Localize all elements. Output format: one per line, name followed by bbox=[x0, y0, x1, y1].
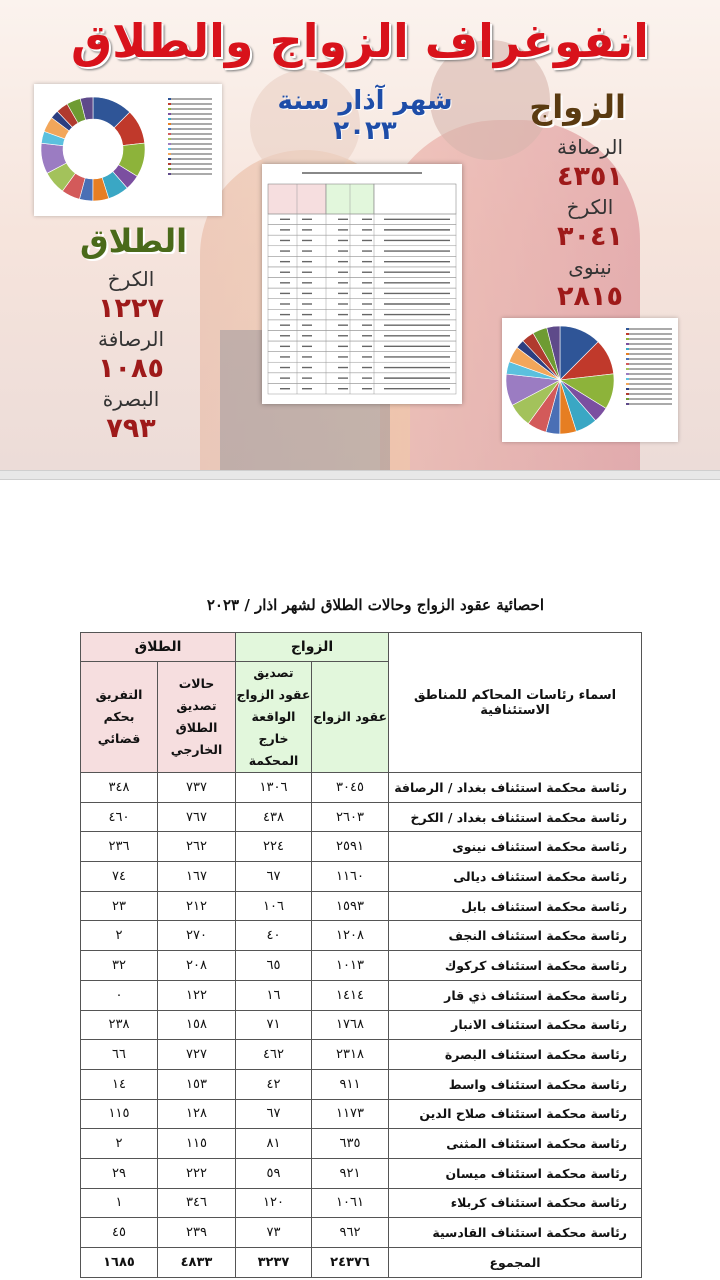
table-row bbox=[81, 1218, 642, 1248]
divorce-external-cell: ٧٣٧ bbox=[158, 773, 236, 803]
marriage-region-2: الكرخ bbox=[566, 195, 614, 219]
marriage-contracts-cell: ٩٢١ bbox=[312, 1158, 389, 1188]
legend-line bbox=[168, 123, 212, 125]
marriage-contracts-cell: ١٥٩٣ bbox=[312, 891, 389, 921]
legend-line bbox=[626, 343, 672, 345]
divorce-judicial-cell: ٢٣٨ bbox=[81, 1010, 158, 1040]
legend-line bbox=[168, 168, 212, 170]
divorce-value-2: ١٠٨٥ bbox=[98, 353, 164, 384]
divorce-judicial-cell: ١ bbox=[81, 1188, 158, 1218]
table-row bbox=[81, 1099, 642, 1129]
marriage-contracts-cell: ١١٧٣ bbox=[312, 1099, 389, 1129]
legend-line bbox=[626, 398, 672, 400]
divorce-judicial-cell: ٣٤٨ bbox=[81, 773, 158, 803]
region-cell: رئاسة محكمة استئناف الانبار bbox=[389, 1010, 642, 1040]
divorce-value-1: ١٢٢٧ bbox=[98, 293, 164, 324]
region-cell: رئاسة محكمة استئناف نينوى bbox=[389, 832, 642, 862]
divorce-judicial-cell: ٤٥ bbox=[81, 1218, 158, 1248]
marriage-outside-cell: ٤٦٢ bbox=[236, 1040, 312, 1070]
marriage-heading: الزواج bbox=[529, 88, 626, 126]
legend-line bbox=[168, 148, 212, 150]
marriage-contracts-cell: ١٠١٣ bbox=[312, 951, 389, 981]
table-row bbox=[81, 921, 642, 951]
header-marriage-group: الزواج bbox=[236, 633, 389, 662]
divorce-judicial-cell: ٢٣٦ bbox=[81, 832, 158, 862]
legend-line bbox=[626, 373, 672, 375]
divorce-external-cell: ١٢٨ bbox=[158, 1099, 236, 1129]
region-cell: رئاسة محكمة استئناف واسط bbox=[389, 1069, 642, 1099]
table-row bbox=[81, 951, 642, 981]
header-marriage-contracts: عقود الزواج bbox=[312, 662, 389, 773]
table-body bbox=[81, 773, 642, 1248]
marriage-outside-cell: ١٣٠٦ bbox=[236, 773, 312, 803]
divorce-value-3: ٧٩٣ bbox=[106, 413, 156, 444]
legend-line bbox=[168, 153, 212, 155]
marriage-outside-cell: ١٠٦ bbox=[236, 891, 312, 921]
pie-chart-left bbox=[38, 94, 148, 204]
legend-line bbox=[626, 378, 672, 380]
marriage-outside-cell: ٤٣٨ bbox=[236, 802, 312, 832]
divorce-external-cell: ٢٢٢ bbox=[158, 1158, 236, 1188]
header-divorce-external: حالات تصديق الطلاق الخارجي bbox=[158, 662, 236, 773]
legend-line bbox=[626, 358, 672, 360]
divorce-judicial-cell: ٦٦ bbox=[81, 1040, 158, 1070]
marriage-contracts-cell: ٣٠٤٥ bbox=[312, 773, 389, 803]
region-cell: رئاسة محكمة استئناف بابل bbox=[389, 891, 642, 921]
marriage-contracts-cell: ٢٦٠٣ bbox=[312, 802, 389, 832]
region-cell: رئاسة محكمة استئناف بغداد / الكرخ bbox=[389, 802, 642, 832]
divorce-region-1: الكرخ bbox=[107, 267, 155, 291]
marriage-outside-cell: ١٦ bbox=[236, 980, 312, 1010]
divorce-external-cell: ٢١٢ bbox=[158, 891, 236, 921]
marriage-contracts-cell: ١١٦٠ bbox=[312, 862, 389, 892]
divorce-judicial-cell: ٠ bbox=[81, 980, 158, 1010]
legend-line bbox=[626, 338, 672, 340]
total-judicial: ١٦٨٥ bbox=[81, 1248, 158, 1278]
legend-line bbox=[626, 388, 672, 390]
region-cell: رئاسة محكمة استئناف القادسية bbox=[389, 1218, 642, 1248]
table-row bbox=[81, 1040, 642, 1070]
divorce-judicial-cell: ١٤ bbox=[81, 1069, 158, 1099]
divorce-external-cell: ٢٠٨ bbox=[158, 951, 236, 981]
marriage-outside-cell: ٦٧ bbox=[236, 862, 312, 892]
marriage-contracts-cell: ٢٥٩١ bbox=[312, 832, 389, 862]
table-row bbox=[81, 773, 642, 803]
divorce-external-cell: ٢٣٩ bbox=[158, 1218, 236, 1248]
region-cell: رئاسة محكمة استئناف ميسان bbox=[389, 1158, 642, 1188]
legend-line bbox=[168, 128, 212, 130]
region-cell: رئاسة محكمة استئناف ذي قار bbox=[389, 980, 642, 1010]
marriage-contracts-cell: ١٠٦١ bbox=[312, 1188, 389, 1218]
divorce-judicial-cell: ٧٤ bbox=[81, 862, 158, 892]
marriage-contracts-cell: ٦٣٥ bbox=[312, 1129, 389, 1159]
image-divider bbox=[0, 470, 720, 480]
legend-line bbox=[168, 133, 212, 135]
divorce-external-cell: ١٢٢ bbox=[158, 980, 236, 1010]
divorce-judicial-cell: ٢٩ bbox=[81, 1158, 158, 1188]
marriage-outside-cell: ٨١ bbox=[236, 1129, 312, 1159]
divorce-judicial-cell: ٢ bbox=[81, 921, 158, 951]
region-cell: رئاسة محكمة استئناف كربلاء bbox=[389, 1188, 642, 1218]
divorce-judicial-cell: ٢٣ bbox=[81, 891, 158, 921]
table-row bbox=[81, 1129, 642, 1159]
marriage-stats bbox=[540, 134, 640, 314]
divorce-judicial-cell: ٢ bbox=[81, 1129, 158, 1159]
marriage-region-1: الرصافة bbox=[556, 135, 624, 159]
legend-line bbox=[168, 173, 212, 175]
pie-chart-card-right bbox=[502, 318, 678, 442]
region-cell: رئاسة محكمة استئناف صلاح الدين bbox=[389, 1099, 642, 1129]
table-row bbox=[81, 802, 642, 832]
divorce-external-cell: ١٦٧ bbox=[158, 862, 236, 892]
table-title: احصائية عقود الزواج وحالات الطلاق لشهر اذار / ٢٠٢٣ bbox=[206, 596, 544, 614]
marriage-contracts-cell: ٩١١ bbox=[312, 1069, 389, 1099]
divorce-judicial-cell: ٤٦٠ bbox=[81, 802, 158, 832]
divorce-judicial-cell: ٣٢ bbox=[81, 951, 158, 981]
legend-line bbox=[168, 158, 212, 160]
total-row bbox=[81, 1248, 642, 1278]
legend-line bbox=[626, 368, 672, 370]
legend-line bbox=[626, 353, 672, 355]
marriage-outside-cell: ٤٠ bbox=[236, 921, 312, 951]
header-divorce-group: الطلاق bbox=[81, 633, 236, 662]
divorce-external-cell: ٧٢٧ bbox=[158, 1040, 236, 1070]
marriage-outside-cell: ٥٩ bbox=[236, 1158, 312, 1188]
marriage-value-2: ٣٠٤١ bbox=[557, 221, 623, 252]
region-cell: رئاسة محكمة استئناف ديالى bbox=[389, 862, 642, 892]
divorce-external-cell: ١١٥ bbox=[158, 1129, 236, 1159]
divorce-region-2: الرصافة bbox=[97, 327, 165, 351]
marriage-value-1: ٤٣٥١ bbox=[557, 161, 623, 192]
table-row bbox=[81, 980, 642, 1010]
pie-chart-card-left bbox=[34, 84, 222, 216]
divorce-judicial-cell: ١١٥ bbox=[81, 1099, 158, 1129]
divorce-external-cell: ٣٤٦ bbox=[158, 1188, 236, 1218]
divorce-region-3: البصرة bbox=[102, 387, 160, 411]
marriage-outside-cell: ٦٧ bbox=[236, 1099, 312, 1129]
mini-table-thumbnail bbox=[262, 164, 462, 404]
marriage-contracts-cell: ١٤١٤ bbox=[312, 980, 389, 1010]
divorce-heading: الطلاق bbox=[80, 222, 188, 260]
divorce-stats bbox=[66, 266, 196, 446]
table-row bbox=[81, 891, 642, 921]
region-cell: رئاسة محكمة استئناف النجف bbox=[389, 921, 642, 951]
mini-table-graphic bbox=[262, 164, 462, 404]
legend-line bbox=[168, 118, 212, 120]
legend-line bbox=[168, 113, 212, 115]
header-marriage-outside: تصديق عقود الزواج الواقعة خارج المحكمة bbox=[236, 662, 312, 773]
legend-line bbox=[168, 103, 212, 105]
total-contracts: ٢٤٣٧٦ bbox=[312, 1248, 389, 1278]
total-label: المجموع bbox=[389, 1248, 642, 1278]
table-row bbox=[81, 1158, 642, 1188]
region-cell: رئاسة محكمة استئناف البصرة bbox=[389, 1040, 642, 1070]
pie-legend-left bbox=[168, 98, 212, 175]
total-outside: ٣٢٣٧ bbox=[236, 1248, 312, 1278]
divorce-external-cell: ١٥٨ bbox=[158, 1010, 236, 1040]
marriage-outside-cell: ١٢٠ bbox=[236, 1188, 312, 1218]
legend-line bbox=[168, 98, 212, 100]
table-row bbox=[81, 862, 642, 892]
legend-line bbox=[626, 383, 672, 385]
table-row bbox=[81, 1069, 642, 1099]
marriage-contracts-cell: ٢٣١٨ bbox=[312, 1040, 389, 1070]
legend-line bbox=[626, 333, 672, 335]
marriage-value-3: ٢٨١٥ bbox=[557, 281, 623, 312]
legend-line bbox=[626, 403, 672, 405]
marriage-outside-cell: ٦٥ bbox=[236, 951, 312, 981]
table-row bbox=[81, 832, 642, 862]
legend-line bbox=[168, 108, 212, 110]
marriage-contracts-cell: ١٢٠٨ bbox=[312, 921, 389, 951]
divorce-external-cell: ٢٦٢ bbox=[158, 832, 236, 862]
infographic-title: انفوغراف الزواج والطلاق bbox=[71, 14, 649, 68]
region-cell: رئاسة محكمة استئناف كركوك bbox=[389, 951, 642, 981]
pie-legend-right bbox=[626, 328, 672, 405]
divorce-external-cell: ١٥٣ bbox=[158, 1069, 236, 1099]
legend-line bbox=[168, 163, 212, 165]
header-region: اسماء رئاسات المحاكم للمناطق الاستئنافية bbox=[389, 633, 642, 773]
table-row bbox=[81, 1188, 642, 1218]
statistics-table bbox=[80, 632, 642, 1278]
marriage-outside-cell: ٤٢ bbox=[236, 1069, 312, 1099]
region-cell: رئاسة محكمة استئناف بغداد / الرصافة bbox=[389, 773, 642, 803]
legend-line bbox=[626, 328, 672, 330]
legend-line bbox=[168, 138, 212, 140]
marriage-contracts-cell: ١٧٦٨ bbox=[312, 1010, 389, 1040]
legend-line bbox=[168, 143, 212, 145]
legend-line bbox=[626, 348, 672, 350]
table-row bbox=[81, 1010, 642, 1040]
divorce-external-cell: ٧٦٧ bbox=[158, 802, 236, 832]
marriage-region-3: نينوى bbox=[568, 255, 612, 279]
marriage-outside-cell: ٢٢٤ bbox=[236, 832, 312, 862]
total-external: ٤٨٣٣ bbox=[158, 1248, 236, 1278]
legend-line bbox=[626, 393, 672, 395]
infographic-panel bbox=[0, 0, 720, 470]
pie-chart-right bbox=[504, 324, 616, 436]
divorce-external-cell: ٢٧٠ bbox=[158, 921, 236, 951]
marriage-outside-cell: ٧١ bbox=[236, 1010, 312, 1040]
mini-region-header bbox=[374, 184, 456, 214]
marriage-contracts-cell: ٩٦٢ bbox=[312, 1218, 389, 1248]
infographic-subtitle: شهر آذار سنة ٢٠٢٣ bbox=[277, 86, 453, 146]
legend-line bbox=[626, 363, 672, 365]
marriage-outside-cell: ٧٣ bbox=[236, 1218, 312, 1248]
header-divorce-judicial: التفريق بحكم قضائي bbox=[81, 662, 158, 773]
region-cell: رئاسة محكمة استئناف المثنى bbox=[389, 1129, 642, 1159]
